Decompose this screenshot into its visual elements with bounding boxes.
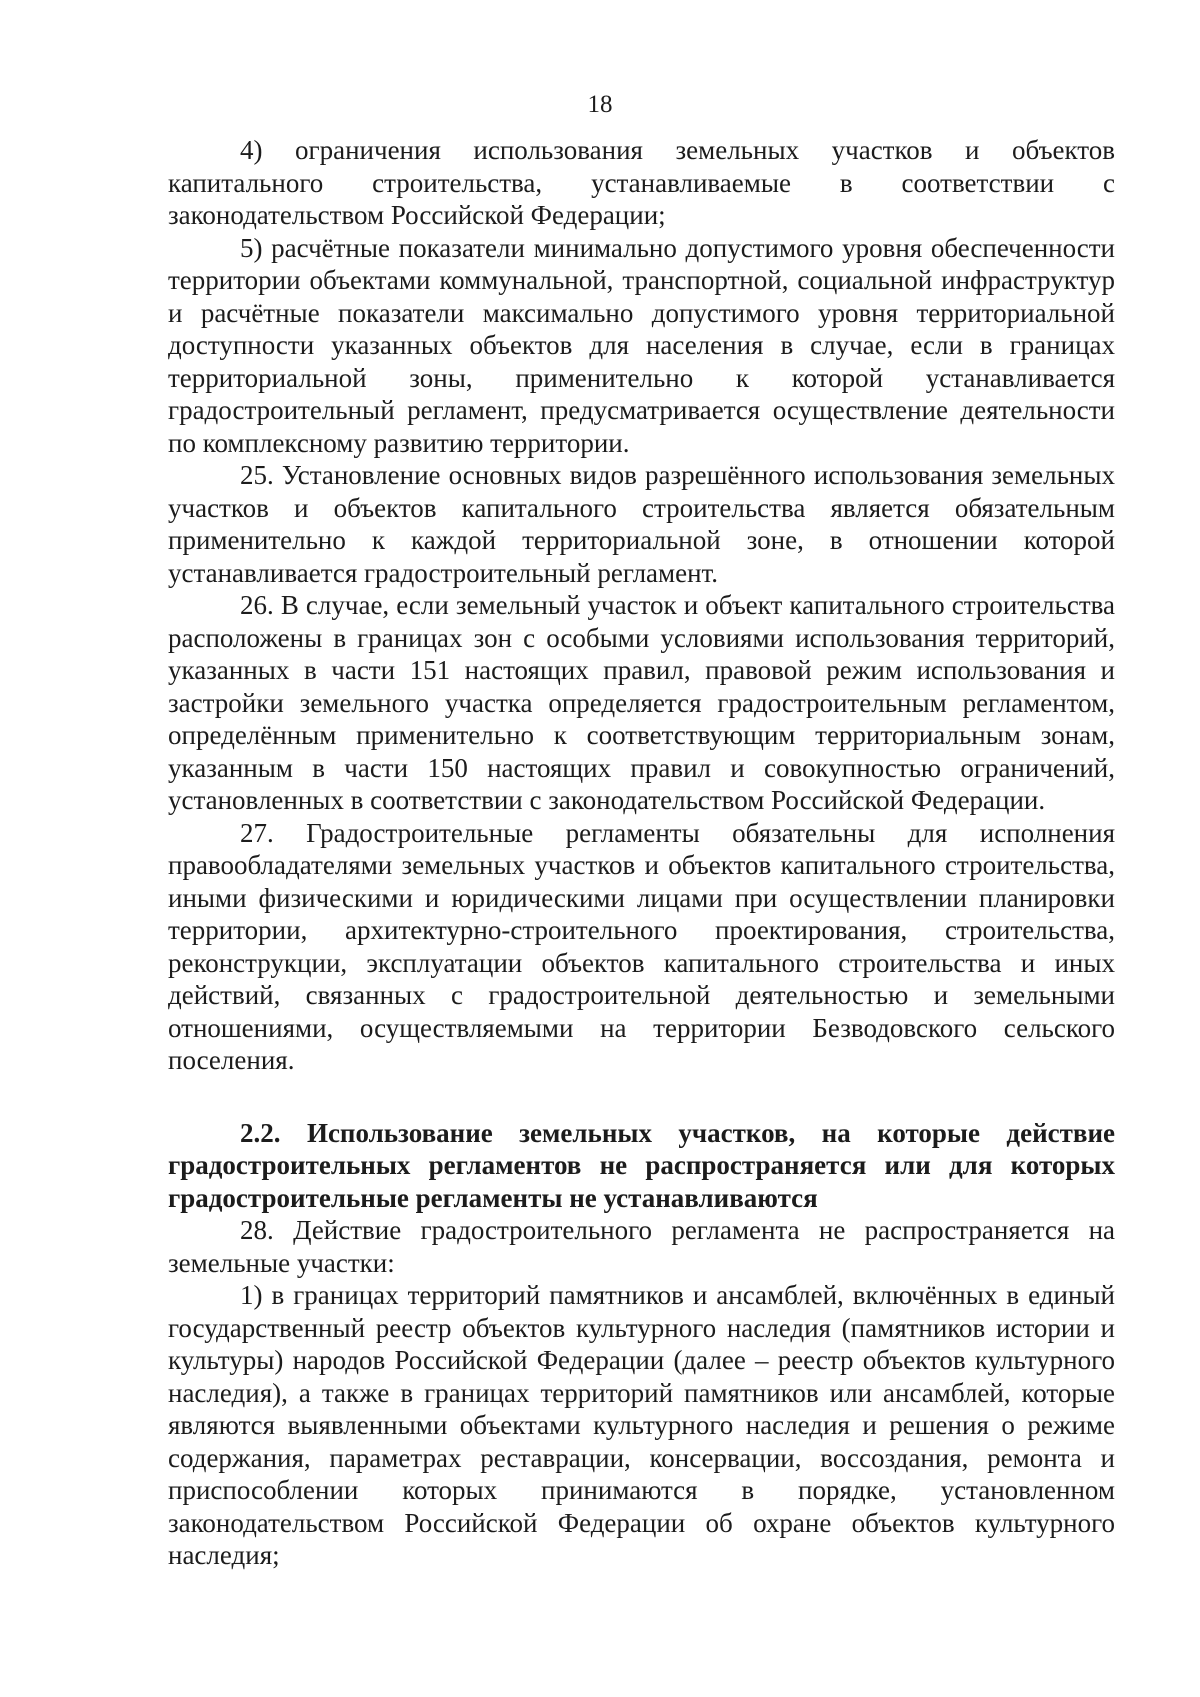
paragraph-27: 27. Градостроительные регламенты обязательны для исполнения правообладателями земельных участков и объектов капитального строительства, иными физическими и юридическими лицами при осуществлении планировки территории, архитектурно-строительного проектирования, строительства, реконструкции, эксплуатации объектов капитального строительства и иных действий, связанных с градостроительной деятельностью и земельными отношениями, осуществляемыми на территории Безводовского сельского поселения. bbox=[168, 817, 1115, 1075]
paragraph-26: 26. В случае, если земельный участок и объект капитального строительства расположены в границах зон с особыми условиями использования территорий, указанных в части 151 настоящих правил, правовой режим использования и застройки земельного участка определяется градостроительным регламентом, определённым применительно к соответствующим территориальным зонам, указанным в части 150 настоящих правил и совокупностью ограничений, установленных в соответствии с законодательством Российской Федерации. bbox=[168, 590, 1115, 815]
paragraph-28: 28. Действие градостроительного регламента не распространяется на земельные участки: bbox=[168, 1215, 1115, 1278]
paragraph-28-item-1: 1) в границах территорий памятников и ансамблей, включённых в единый государственный реестр объектов культурного наследия (памятников истории и культуры) народов Российской Федерации (далее – реестр объектов культурного наследия), а также в границах территорий памятников или ансамблей, которые являются выявленными объектами культурного наследия и решения о режиме содержания, параметрах реставрации, консервации, воссоздания, ремонта и приспособлении которых принимаются в порядке, установленном законодательством Российской Федерации об охране объектов культурного наследия; bbox=[168, 1280, 1115, 1570]
page-number: 18 bbox=[587, 91, 613, 118]
document-body bbox=[168, 134, 1115, 1572]
paragraph-item-4-restrictions: 4) ограничения использования земельных участков и объектов капитального строительства, устанавливаемые в соответствии с законодательством Российской Федерации; bbox=[168, 135, 1115, 230]
paragraph-25: 25. Установление основных видов разрешённого использования земельных участков и объектов капитального строительства является обязательным применительно к каждой территориальной зоне, в отношении которой устанавливается градостроительный регламент. bbox=[168, 460, 1115, 588]
section-heading-2-2: 2.2. Использование земельных участков, на которые действие градостроительных регламентов не распространяется или для которых градостроительные регламенты не устанавливаются bbox=[168, 1117, 1115, 1213]
paragraph-item-5-calculated-indicators: 5) расчётные показатели минимально допустимого уровня обеспеченности территории объектами коммунальной, транспортной, социальной инфраструктур и расчётные показатели максимально допустимого уровня территориальной доступности указанных объектов для населения в случае, если в границах территориальной зоны, применительно к которой устанавливается градостроительный регламент, предусматривается осуществление деятельности по комплексному развитию территории. bbox=[168, 232, 1115, 458]
